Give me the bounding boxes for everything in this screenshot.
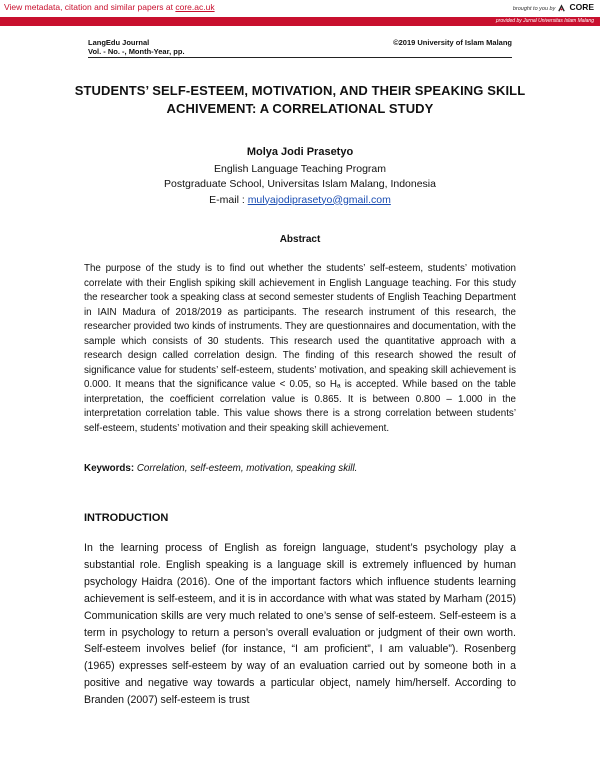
author-block xyxy=(100,145,500,208)
abstract-text: The purpose of the study is to find out whether the students’ self-esteem, students’ motivation correlate with their English spiking skill achievement in English Language teaching. For this study the researcher took a speaking class at second semester students of English Teaching Department in IAIN Madura of 2018/2019 as participants. The research instrument of this research, the researcher provided two kinds of instruments. They are questionnaires and documentation, with the sample which consists of 30 students. This research used the quantitative approach with a research design called correlation design. The finding of this research showed the result of significance value for students’ self-esteem, students’ motivation, and speaking skill achievement is 0.000. It means that the significance value < 0.05, so Hₐ is accepted. While based on the table interpretation, the coefficient correlation value is 0.865. It is between 0.800 – 1.000 in the interpretation correlation table. This value shows there is a strong correlation between students’ self-esteem, students’ motivation and their speaking skill achievement. xyxy=(84,263,516,434)
core-link-site[interactable]: core.ac.uk xyxy=(175,2,215,12)
keywords-line xyxy=(84,463,516,474)
paper-title: STUDENTS’ SELF-ESTEEM, MOTIVATION, AND THEIR SPEAKING SKILL ACHIVEMENT: A CORRELATIONAL STUDY xyxy=(74,83,526,116)
core-brought-text: brought to you by xyxy=(512,6,556,12)
introduction-text: In the learning process of English as foreign language, student’s psychology play a substantial role. English speaking is a language skill is extremely influenced by human psychology Haidra (2016). One of the important factors which influence students learning achievement is self-esteem, and it is in accordance with what was stated by Marham (2015) Communication skills are very much related to one’s sense of self-esteem. Self-esteem is a term in psychology to return a person’s overall evaluation or judgment of their own worth. Self-esteem involves belief (for instance, “I am proficient”, I am valuable”). Rosenberg (1965) expresses self-esteem by way of an evaluation carried out by someone both in a positive and negative way towards a particular object, namely him/herself. According to Branden (2007) self-esteem is trust xyxy=(84,542,516,707)
provided-by-bar xyxy=(0,17,600,26)
journal-volume: Vol. - No. -, Month-Year, pp. xyxy=(88,47,185,56)
provided-by-text: provided by Jurnal Universitas Islam Malang xyxy=(495,18,594,24)
header-rule xyxy=(88,57,512,58)
author-email-link[interactable]: mulyajodiprasetyo@gmail.com xyxy=(247,193,391,206)
keywords-label: Keywords: xyxy=(84,463,135,474)
author-name: Molya Jodi Prasetyo xyxy=(246,146,354,158)
affiliation-program: English Language Teaching Program xyxy=(213,162,386,175)
introduction-heading: INTRODUCTION xyxy=(84,512,169,524)
core-logo-icon xyxy=(557,4,566,13)
core-metadata-link[interactable] xyxy=(4,2,215,12)
keywords-text: Correlation, self-esteem, motivation, speaking skill. xyxy=(136,463,358,474)
journal-copyright: ©2019 University of Islam Malang xyxy=(393,38,512,47)
abstract-heading: Abstract xyxy=(279,234,321,245)
core-brought-by[interactable] xyxy=(513,2,594,13)
email-label: E-mail : xyxy=(209,193,245,206)
affiliation-school: Postgraduate School, Universitas Islam Malang, Indonesia xyxy=(164,178,436,190)
journal-header xyxy=(88,38,512,58)
journal-name: LangEdu Journal xyxy=(88,38,150,47)
core-link-prefix: View metadata, citation and similar papers at xyxy=(4,2,173,12)
author-email-line xyxy=(100,193,500,209)
core-brand: CORE xyxy=(569,2,594,12)
core-banner xyxy=(0,0,600,18)
